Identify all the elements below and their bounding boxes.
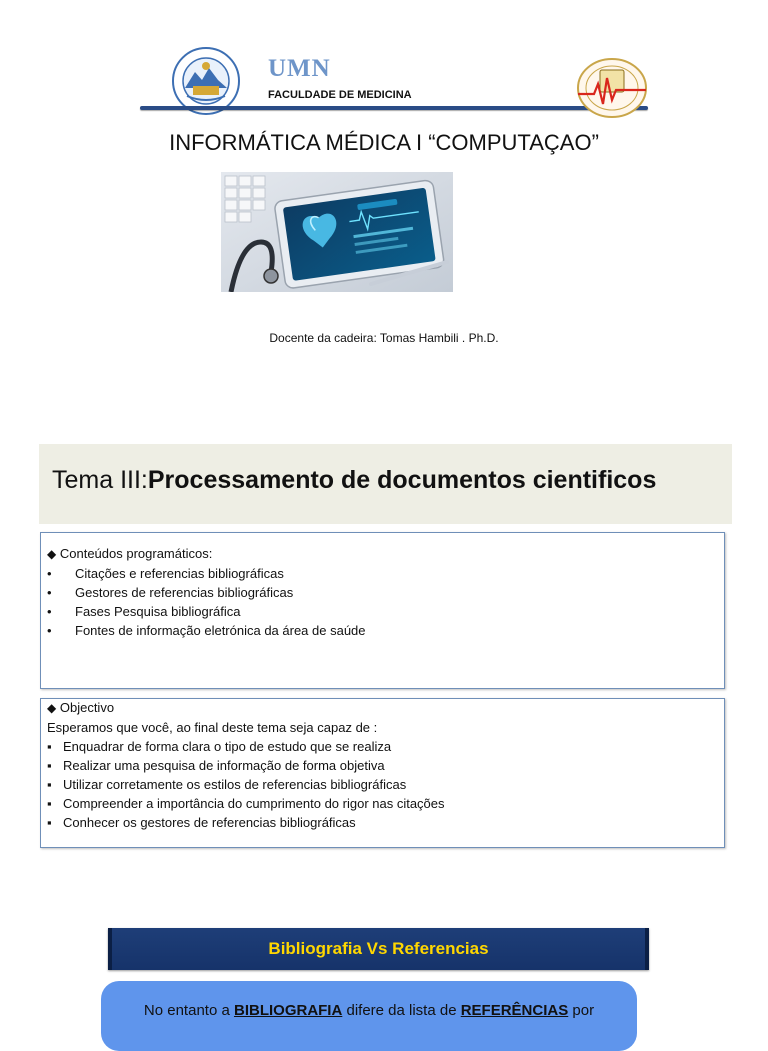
list-item: ▪ Conhecer os gestores de referencias bibliográficas (47, 815, 356, 830)
bullet-icon: • (47, 585, 52, 600)
bullet-icon: • (47, 604, 52, 619)
note-text: No entanto a BIBLIOGRAFIA difere da lista de REFERÊNCIAS por (143, 1002, 595, 1019)
square-bullet-icon: ▪ (47, 777, 52, 792)
instructor-line: Docente da cadeira: Tomas Hambili . Ph.D. (269, 331, 499, 345)
diamond-bullet-icon: ◆ (47, 547, 57, 561)
objectives-intro: Esperamos que você, ao final deste tema seja capaz de : (47, 720, 378, 735)
square-bullet-icon: ▪ (47, 796, 52, 811)
list-item: ▪ Realizar uma pesquisa de informação de forma objetiva (47, 758, 385, 773)
list-item: ▪ Enquadrar de forma clara o tipo de estudo que se realiza (47, 739, 392, 754)
topic-bold-title: Processamento de documentos cientificos (147, 466, 657, 494)
faculty-name: FACULDADE DE MEDICINA (268, 89, 412, 101)
square-bullet-icon: ▪ (47, 739, 52, 754)
contents-box (40, 532, 725, 689)
document-title: INFORMÁTICA MÉDICA I “COMPUTAÇAO” (169, 130, 599, 155)
term-referencias: REFERÊNCIAS (460, 1002, 569, 1019)
objectives-box (40, 698, 725, 848)
bullet-icon: • (47, 566, 52, 581)
header-divider (140, 106, 648, 110)
university-name: UMN (268, 55, 331, 82)
section-banner-title: Bibliografia Vs Referencias (268, 939, 489, 958)
topic-prefix: Tema III: (52, 466, 148, 494)
diamond-bullet-icon: ◆ (47, 701, 57, 715)
term-bibliografia: BIBLIOGRAFIA (233, 1002, 343, 1019)
square-bullet-icon: ▪ (47, 758, 52, 773)
square-bullet-icon: ▪ (47, 815, 52, 830)
list-item: ▪ Utilizar corretamente os estilos de referencias bibliográficas (47, 777, 407, 792)
note-callout (101, 981, 637, 1051)
objectives-heading: Objectivo (59, 700, 115, 715)
list-item: • Gestores de referencias bibliográficas (47, 585, 294, 600)
list-item: • Fases Pesquisa bibliográfica (47, 604, 241, 619)
contents-heading: Conteúdos programáticos: (59, 546, 213, 561)
list-item: • Fontes de informação eletrónica da área de saúde (47, 623, 366, 638)
list-item: • Citações e referencias bibliográficas (47, 566, 284, 581)
topic-title (52, 466, 656, 495)
faculty-logo (574, 56, 650, 120)
list-item: ▪ Compreender a importância do cumprimento do rigor nas citações (47, 796, 445, 811)
section-banner (108, 928, 649, 970)
bullet-icon: • (47, 623, 52, 638)
medical-tablet-image (221, 172, 453, 292)
